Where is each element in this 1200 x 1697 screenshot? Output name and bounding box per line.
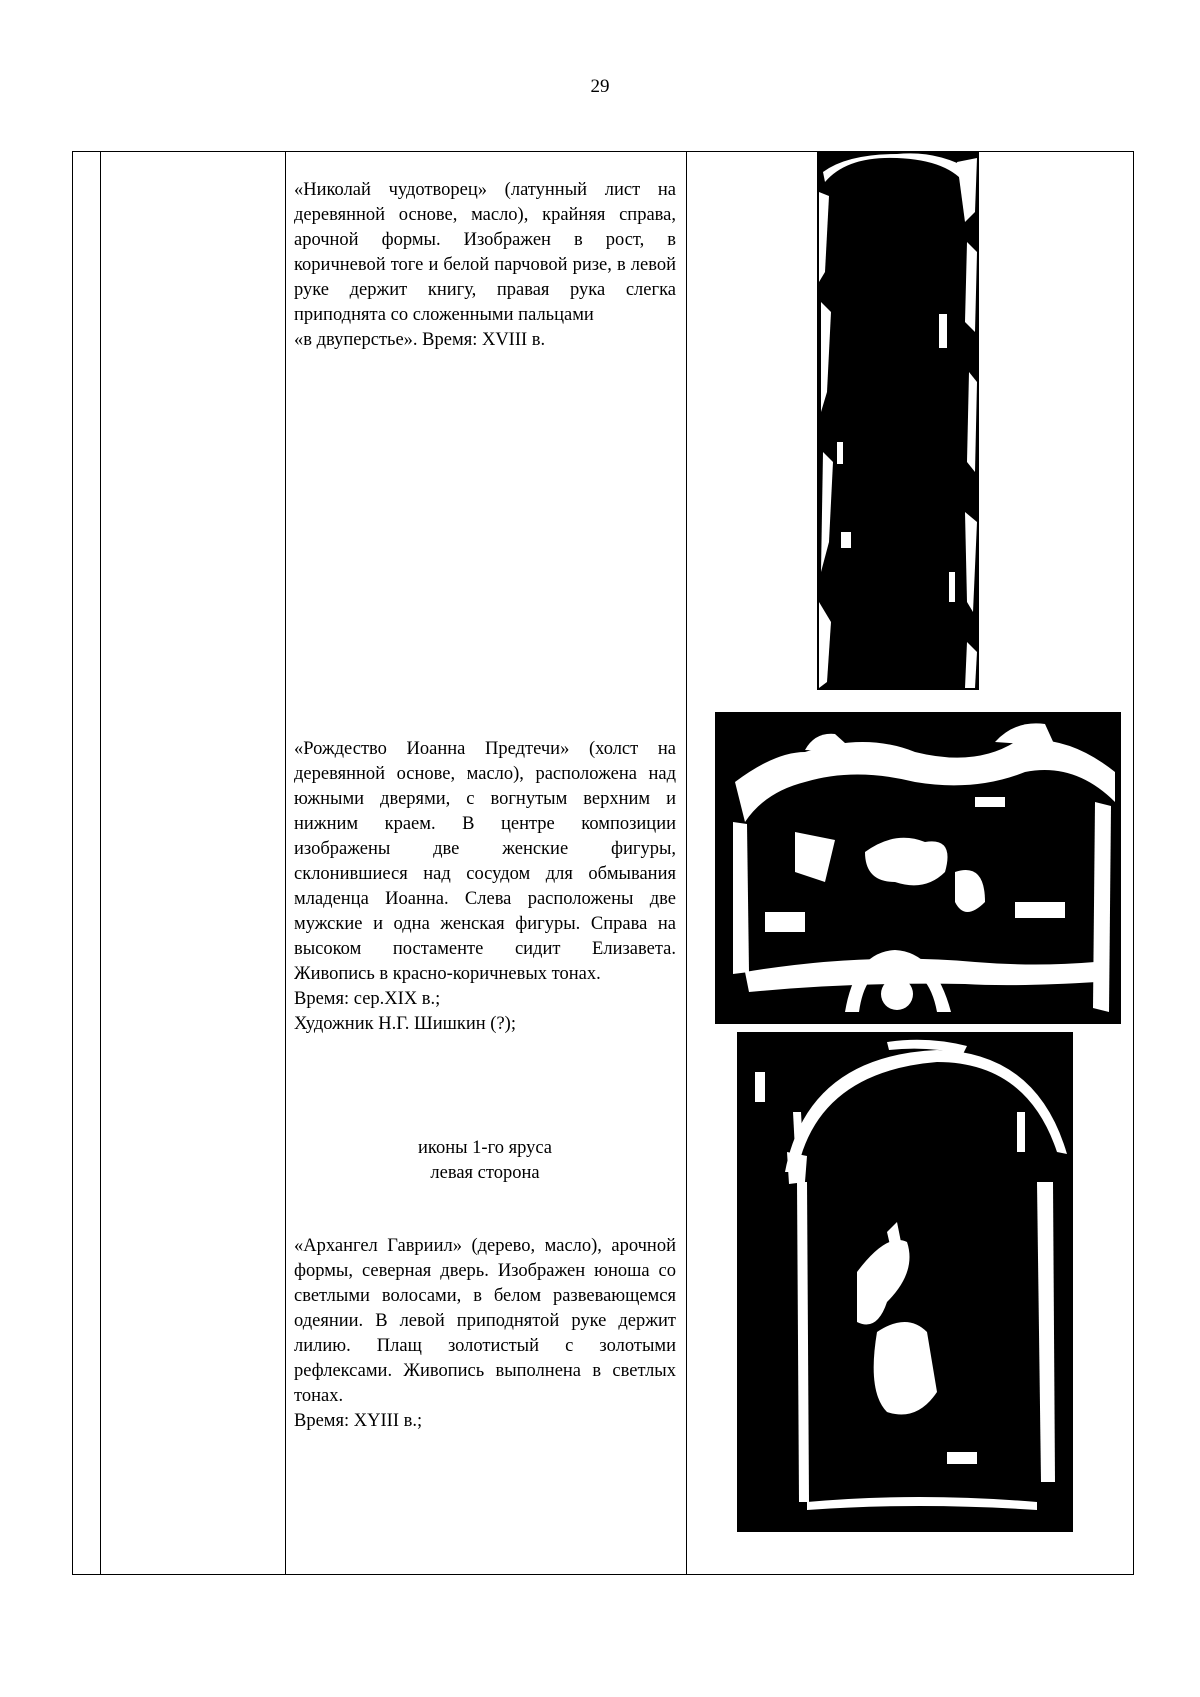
entry-rozhdestvo <box>294 737 676 1037</box>
gavriil-description: «Архангел Гавриил» (дерево, масло), арочной формы, северная дверь. Изображен юноша со светлыми волосами, в белом развевающемся одеянии. В левой приподнятой руке держит лилию. Плащ золотистый с золотыми рефлексами. Живопись выполнена в светлых тонах. <box>294 1236 676 1406</box>
nikolay-icon-photo <box>817 152 979 690</box>
rozhdestvo-time: Время: сер.XIX в.; <box>294 989 441 1009</box>
gavriil-icon-photo <box>737 1032 1073 1532</box>
nikolay-time: «в двуперстье». Время: XVIII в. <box>294 330 546 350</box>
section-heading <box>294 1136 676 1186</box>
rozhdestvo-artist: Художник Н.Г. Шишкин (?); <box>294 1014 516 1034</box>
section-heading-line1: иконы 1-го яруса <box>418 1138 552 1158</box>
section-heading-line2: левая сторона <box>430 1163 540 1183</box>
entry-nikolay <box>294 178 676 353</box>
nikolay-description: «Николай чудотворец» (латунный лист на деревянной основе, масло), крайняя справа, арочной формы. Изображен в рост, в коричневой тоге и белой парчовой ризе, в левой руке держит книгу, правая рука слегка приподнята со сложенными пальцами <box>294 180 676 325</box>
rozhdestvo-icon-photo <box>715 712 1121 1024</box>
images-cell <box>687 152 1134 1575</box>
gavriil-time: Время: XYIII в.; <box>294 1411 423 1431</box>
inventory-table <box>72 151 1134 1575</box>
description-cell <box>286 152 687 1575</box>
rozhdestvo-description: «Рождество Иоанна Предтечи» (холст на деревянной основе, масло), расположена над южными дверями, с вогнутым верхним и нижним краем. В центре композиции изображены две женские фигуры, склонившиеся над сосудом для обмывания младенца Иоанна. Слева расположены две мужские и одна женская фигуры. Справа на высоком постаменте сидит Елизавета. Живопись в красно-коричневых тонах. <box>294 739 676 984</box>
name-cell <box>101 152 286 1575</box>
page-number: 29 <box>590 76 610 97</box>
entry-gavriil <box>294 1234 676 1434</box>
table-row <box>73 152 1134 1575</box>
number-cell <box>73 152 101 1575</box>
